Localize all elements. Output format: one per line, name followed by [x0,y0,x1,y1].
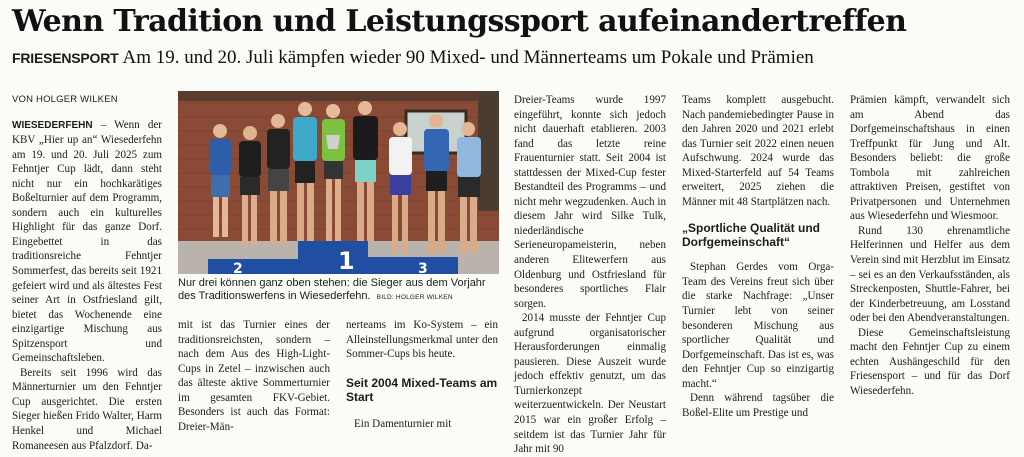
article-photo [178,91,499,277]
subhead-quality: „Sportliche Qualität und Dorfgemeinschaft“ [682,221,821,250]
paragraph [12,118,162,366]
article-subline [12,47,814,69]
paragraph: nerteams im Ko-System – ein Alleinstellungsmerkmal unter den Sommer-Cups bis heute. [346,319,498,361]
article-headline: Wenn Tradition und Leistungssport aufeinandertreffen [12,4,907,39]
section-kicker: FRIESENSPORT [12,50,119,66]
text-column-2 [178,318,330,434]
paragraph: Prämien kämpft, verwandelt sich am Abend das Dorfgemeinschaftshaus in einen Treffpunkt für Jung und Alt. Besonders beliebt: die große Tombola mit zahlreichen attraktiven Preisen, gestiftet von Privatpersonen und Unternehmen aus Wiesederfehn und Wiesmoor. [850,94,1010,223]
paragraph: Rund 130 ehrenamtliche Helferinnen und Helfer aus dem Verein sind mit Herzblut im Einsatz – sei es an den Verkaufsständen, als Streckenposten, Shuttle-Fahrer, bei der Kinderbetreuung, am Losstand oder bei den Abendveranstaltungen. [850,224,1010,325]
paragraph: Diese Gemeinschaftsleistung macht den Fehntjer Cup zu einem echten Aushängeschild für den Friesensport – und für das Dorf Wiesederfehn. [850,326,1010,397]
podium-photo-graphic [178,91,499,277]
article-subheadline: Am 19. und 20. Juli kämpfen wieder 90 Mixed- und Männerteams um Pokale und Prämien [122,47,814,68]
text-column-5 [682,93,834,420]
photo-credit: BILD: HOLGER WILKEN [376,294,453,301]
text-column-1 [12,93,162,453]
dateline: WIESEDERFEHN [12,119,93,131]
podium-number-1: 1 [338,247,355,275]
paragraph: Teams komplett ausgebucht. Nach pandemiebedingter Pause in den Jahren 2020 und 2021 erlebt das Turnier seit 2022 einen neuen Aufschwung. 2024 wurde das Mixed-Starterfeld auf 54 Teams erweitert, 2025 ziehen die Männer mit 48 Startplätzen nach. [682,94,834,208]
text-column-6 [850,93,1010,398]
paragraph: Bereits seit 1996 wird das Männerturnier um den Fehntjer Cup ausgerichtet. Die ersten Sieger hießen Frido Walter, Harm Henkel und Michael Romaneesen aus Pfalzdorf. Da- [12,366,162,452]
paragraph: Dreier-Teams wurde 1997 eingeführt, konnte sich jedoch nicht dauerhaft etablieren. 2003 fand das letzte reine Frauenturnier statt. Seit 2004 ist stattdessen der Mixed-Cup fester Bestandteil des Programms – und nicht mehr wegzudenken. Auch in diesem Jahr wird Silke Tulk, niederländische Serieneuropameisterin, neben anderen Elitewerfern aus Oldenburg und Ostfriesland für besonderes sportliches Flair sorgen. [514,94,666,310]
paragraph: Denn während tagsüber die Boßel-Elite um Prestige und [682,392,834,419]
paragraph: 2014 musste der Fehntjer Cup aufgrund organisatorischer Herausforderungen einmalig pausieren. Diese Auszeit wurde jedoch effektiv genutzt, um das Turnierkonzept weiterzuentwickeln. Der Neustart 2015 war ein großer Erfolg – seitdem ist das Turnier Jahr für Jahr mit 90 [514,312,666,456]
subhead-mixed-teams: Seit 2004 Mixed-Teams am Start [346,375,498,404]
photo-caption [178,277,499,304]
paragraph: Ein Damenturnier mit [354,417,452,430]
paragraph: Stephan Gerdes vom Orga-Team des Vereins freut sich über die starke Nachfrage: „Unser Turnier lebt von seiner besonderen Mischung aus sportlicher Qualität und Dorfgemeinschaft. Das ist es, was den Fehntjer Cup so einzigartig macht.“ [682,261,834,390]
podium-number-3: 3 [418,261,428,277]
podium-number-2: 2 [233,261,243,277]
text-column-3 [346,318,498,431]
paragraph-text: – Wenn der KBV „Hier up an“ Wiesederfehn am 19. und 20. Juli 2025 zum Fehntjer Cup lädt, dann steht nicht nur ein hochkarätiges Boßelturnier auf dem Programm, sondern auch ein kulturelles Highlight für das ganze Dorf. Eingebettet in das traditionsreiche Fehntjer Sommerfest, das bereits seit 1921 gefeiert wird und als ältestes Fest seiner Art in Ostfriesland gilt, bietet das Wochenende eine einzigartige Mischung aus Spitzensport und Gemeinschaftsleben. [12,118,162,365]
author-line: VON HOLGER WILKEN [12,94,118,105]
paragraph: mit ist das Turnier eines der traditionsreichsten, sondern – nach dem Aus des High-Light-Cups in Zetel – inzwischen auch das älteste aktive Sommerturnier im gesamten FKV-Gebiet. Besonders ist auch das Format: Dreier-Män- [178,319,330,433]
photo-caption-text: Nur drei können ganz oben stehen: die Sieger aus dem Vorjahr des Traditionswerfens in Wiesederfehn. [178,277,486,302]
text-column-4 [514,93,666,457]
